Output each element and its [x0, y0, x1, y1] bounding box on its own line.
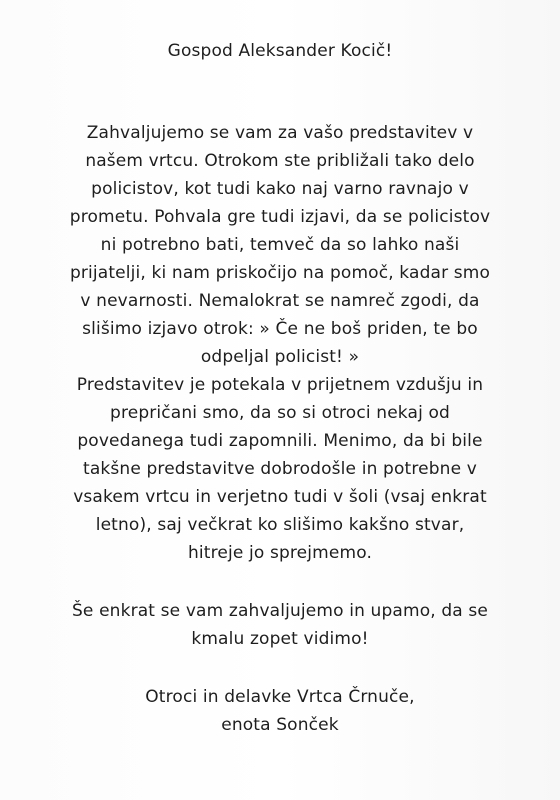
body-line: hitreje jo sprejmemo.: [187, 543, 373, 563]
body-line: Zahvaljujemo se vam za vašo predstavitev v: [86, 123, 474, 143]
body-line: ni potrebno bati, temveč da so lahko naši: [100, 235, 460, 255]
closing-line: Še enkrat se vam zahvaljujemo in upamo, da se: [71, 601, 489, 621]
body-line: v nevarnosti. Nemalokrat se namreč zgodi, da: [80, 291, 480, 311]
body-line: policistov, kot tudi kako naj varno ravnajo v: [91, 179, 469, 199]
body-line: odpeljal policist! »: [200, 347, 360, 367]
body-line: vsakem vrtcu in verjetno tudi v šoli (vsaj enkrat: [73, 487, 487, 507]
closing-line: kmalu zopet vidimo!: [191, 629, 369, 649]
body-line: povedanega tudi zapomnili. Menimo, da bi bile: [77, 431, 483, 451]
greeting: Gospod Aleksander Kocič!: [167, 41, 393, 61]
body-line: prometu. Pohvala gre tudi izjavi, da se policistov: [69, 207, 491, 227]
signature-line: Otroci in delavke Vrtca Črnuče,: [145, 687, 415, 707]
body-line: prijatelji, ki nam priskočijo na pomoč, kadar smo: [69, 263, 491, 283]
body-line: našem vrtcu. Otrokom ste približali tako delo: [85, 151, 475, 171]
body-line: prepričani smo, da so si otroci nekaj od: [110, 403, 450, 423]
signature-line: enota Sonček: [221, 715, 339, 735]
body-line: slišimo izjavo otrok: » Če ne boš priden, te bo: [82, 319, 478, 339]
body-line: takšne predstavitve dobrodošle in potrebne v: [83, 459, 477, 479]
body-line: letno), saj večkrat ko slišimo kakšno stvar,: [95, 515, 465, 535]
body-line: Predstavitev je potekala v prijetnem vzdušju in: [76, 375, 484, 395]
